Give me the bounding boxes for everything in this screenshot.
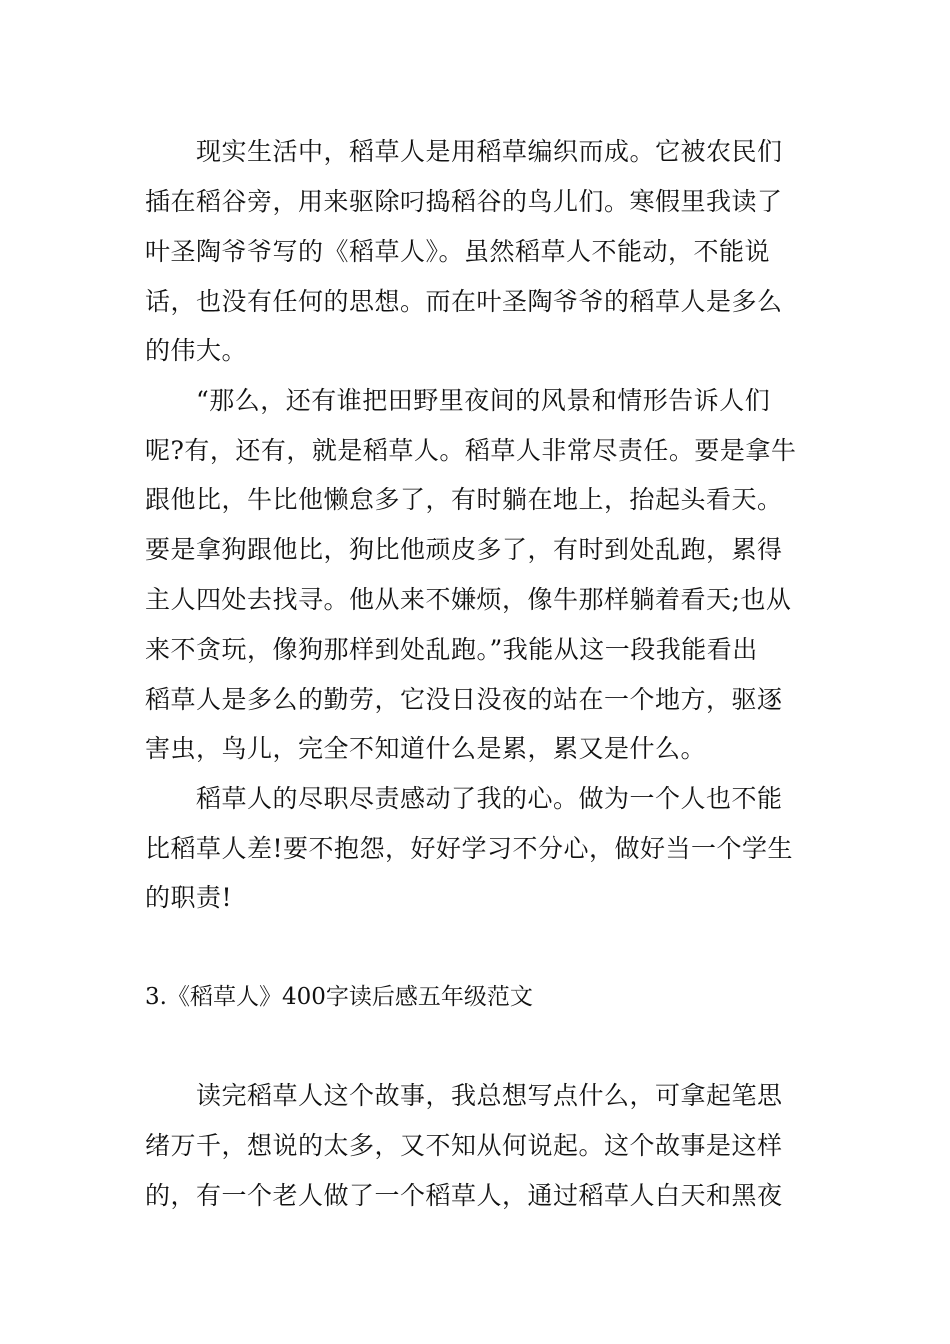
section-heading: 3.《稻草人》400字读后感五年级范文 [145, 984, 533, 1010]
paragraph-1-line-1: 现实生活中，稻草人是用稻草编织而成。它被农民们 [145, 137, 783, 166]
paragraph-3-line-3: 的职责! [145, 883, 233, 912]
paragraph-2-line-6: 来不贪玩，像狗那样到处乱跑。”我能从这一段我能看出 [145, 635, 758, 664]
paragraph-4-line-2: 绪万千，想说的太多，又不知从何说起。这个故事是这样 [145, 1131, 783, 1160]
paragraph-1-line-4: 话，也没有任何的思想。而在叶圣陶爷爷的稻草人是多么 [145, 287, 783, 316]
paragraph-3-line-1: 稻草人的尽职尽责感动了我的心。做为一个人也不能 [145, 784, 783, 813]
paragraph-2-line-2: 呢?有，还有，就是稻草人。稻草人非常尽责任。要是拿牛 [145, 436, 797, 465]
paragraph-2-line-1: “那么，还有谁把田野里夜间的风景和情形告诉人们 [145, 386, 771, 415]
paragraph-1-line-5: 的伟大。 [145, 336, 248, 365]
paragraph-1-line-2: 插在稻谷旁，用来驱除叼捣稻谷的鸟儿们。寒假里我读了 [145, 187, 783, 216]
paragraph-2-line-7: 稻草人是多么的勤劳，它没日没夜的站在一个地方，驱逐 [145, 685, 783, 714]
paragraph-2-line-5: 主人四处去找寻。他从来不嫌烦，像牛那样躺着看天;也从 [145, 585, 792, 614]
paragraph-2-line-8: 害虫，鸟儿，完全不知道什么是累，累又是什么。 [145, 734, 707, 763]
paragraph-3-line-2: 比稻草人差!要不抱怨，好好学习不分心，做好当一个学生 [145, 834, 794, 863]
paragraph-2-line-4: 要是拿狗跟他比，狗比他顽皮多了，有时到处乱跑，累得 [145, 535, 783, 564]
paragraph-2-line-3: 跟他比，牛比他懒怠多了，有时躺在地上，抬起头看天。 [145, 485, 783, 514]
paragraph-4-line-3: 的，有一个老人做了一个稻草人，通过稻草人白天和黑夜 [145, 1181, 783, 1210]
paragraph-4-line-1: 读完稻草人这个故事，我总想写点什么，可拿起笔思 [145, 1081, 783, 1110]
paragraph-1-line-3: 叶圣陶爷爷写的《稻草人》。虽然稻草人不能动，不能说 [145, 237, 771, 266]
